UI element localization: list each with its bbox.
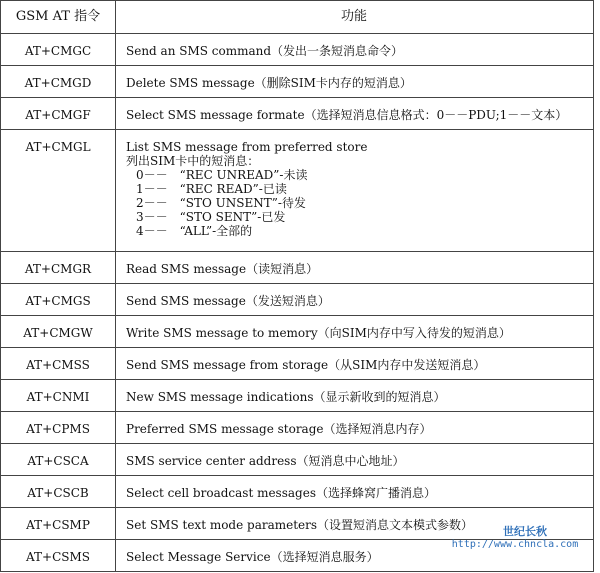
function-cell: Select Message Service（选择短消息服务） xyxy=(116,540,594,572)
watermark-title: 世纪长秋 xyxy=(503,525,547,538)
function-cell: SMS service center address（短消息中心地址） xyxy=(116,444,594,476)
function-line: 1－－ “REC READ”-已读 xyxy=(136,182,287,196)
command-cell: AT+CMGS xyxy=(1,284,116,316)
function-line: 0－－ “REC UNREAD”-未读 xyxy=(136,168,308,182)
table-row xyxy=(1,34,594,66)
command-cell: AT+CMGF xyxy=(1,98,116,130)
table-row xyxy=(1,476,594,508)
command-cell: AT+CMSS xyxy=(1,348,116,380)
function-line: List SMS message from preferred store xyxy=(126,140,368,154)
command-cell: AT+CMGL xyxy=(1,130,116,252)
command-cell: AT+CMGW xyxy=(1,316,116,348)
table-row xyxy=(1,284,594,316)
command-cell: AT+CSCA xyxy=(1,444,116,476)
command-cell: AT+CSCB xyxy=(1,476,116,508)
function-cell xyxy=(116,130,594,252)
table-row xyxy=(1,316,594,348)
table-row xyxy=(1,66,594,98)
function-cell: Set SMS text mode parameters（设置短消息文本模式参数） xyxy=(116,508,594,540)
command-cell: AT+CMGD xyxy=(1,66,116,98)
command-cell: AT+CMGC xyxy=(1,34,116,66)
table-row xyxy=(1,130,594,252)
function-cell: Send an SMS command（发出一条短消息命令） xyxy=(116,34,594,66)
command-cell: AT+CNMI xyxy=(1,380,116,412)
watermark-url: http://www.chncla.com xyxy=(451,539,579,550)
function-line: 列出SIM卡中的短消息： xyxy=(126,154,260,168)
function-cell: Send SMS message（发送短消息） xyxy=(116,284,594,316)
table-row xyxy=(1,412,594,444)
function-cell: New SMS message indications（显示新收到的短消息） xyxy=(116,380,594,412)
table-header-row xyxy=(1,1,594,34)
function-line: 3－－ “STO SENT”-已发 xyxy=(136,210,286,224)
table-row xyxy=(1,252,594,284)
function-cell: Read SMS message（读短消息） xyxy=(116,252,594,284)
watermark xyxy=(440,523,590,550)
command-cell: AT+CPMS xyxy=(1,412,116,444)
command-cell: AT+CMGR xyxy=(1,252,116,284)
function-cell: Delete SMS message（删除SIM卡内存的短消息） xyxy=(116,66,594,98)
function-line: 2－－ “STO UNSENT”-待发 xyxy=(136,196,306,210)
header-command: GSM AT 指令 xyxy=(1,1,116,34)
function-cell: Select SMS message formate（选择短消息信息格式：0－－PDU;1－－文本） xyxy=(116,98,594,130)
function-cell: Preferred SMS message storage（选择短消息内存） xyxy=(116,412,594,444)
table-row xyxy=(1,380,594,412)
table-row xyxy=(1,444,594,476)
function-cell: Write SMS message to memory（向SIM内存中写入待发的短消息） xyxy=(116,316,594,348)
function-cell: Select cell broadcast messages（选择蜂窝广播消息） xyxy=(116,476,594,508)
table-row xyxy=(1,98,594,130)
command-cell: AT+CSMP xyxy=(1,508,116,540)
command-cell: AT+CSMS xyxy=(1,540,116,572)
function-line: 4－－ “ALL”-全部的 xyxy=(136,224,253,238)
table-row xyxy=(1,348,594,380)
header-function: 功能 xyxy=(116,1,594,34)
function-cell: Send SMS message from storage（从SIM内存中发送短消息） xyxy=(116,348,594,380)
